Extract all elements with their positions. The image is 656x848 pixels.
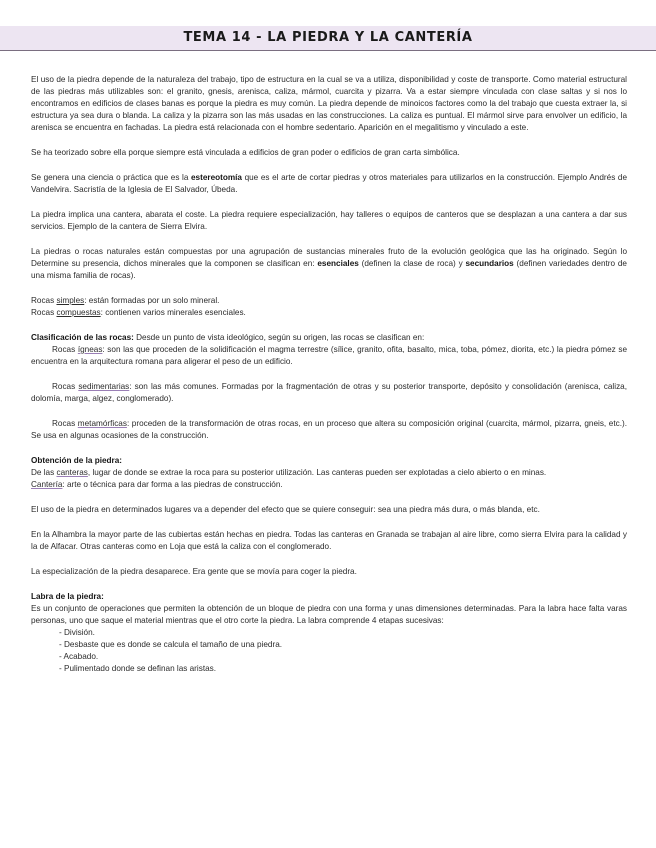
term-simples: simples: [56, 296, 85, 305]
term-metamorficas: metamórficas: [77, 419, 127, 428]
term-canteria: Cantería: [31, 480, 63, 489]
heading-clasificacion: Clasificación de las rocas:: [31, 333, 134, 342]
term-secundarios: secundarios: [465, 259, 514, 268]
paragraph-symbolic: Se ha teorizado sobre ella porque siempre está vinculada a edificios de gran poder o edificios de gran carta simbólica.: [31, 148, 460, 157]
paragraph-classification: Clasificación de las rocas: Desde un punto de vista ideológico, según su origen, las rocas se clasifican en: Rocas ígneas: son las que proceden de la solidificación el magma terrestre (sílice, granito, ofita, basalto, mica, toba, pómez, diorita, etc.) la piedra pómez se encuentra en la arquitectura romana para aligerar el peso de un edificio.: [31, 333, 628, 366]
paragraph-labra: Labra de la piedra: Es un conjunto de operaciones que permiten la obtención de un bloque de piedra con una forma y unas dimensiones determinadas. Para la labra hace falta varas personas, uno que saque el material mientras que el otro corte la piedra. La labra comprende 4 etapas sucesivas:: [31, 592, 627, 625]
list-item: - Acabado.: [59, 652, 99, 661]
labra-stages-list: [31, 627, 627, 675]
heading-obtencion: Obtención de la piedra:: [31, 456, 122, 465]
paragraph-sedimentary: Rocas sedimentarias: son las más comunes. Formadas por la fragmentación de otras y su posterior transporte, depósito y consolidación (arenisca, caliza, dolomía, marga, algez, conglomerado).: [31, 382, 627, 403]
list-item: - Pulimentado donde se definan las aristas.: [59, 664, 217, 673]
term-estereotomia: estereotomía: [191, 173, 242, 182]
paragraph-effect: El uso de la piedra en determinados lugares va a depender del efecto que se quiere conseguir: sea una piedra más dura, o más blanda, etc.: [31, 505, 540, 514]
term-esenciales: esenciales: [317, 259, 359, 268]
paragraph-alhambra: En la Alhambra la mayor parte de las cubiertas están hechas en piedra. Todas las canteras en Granada se trabajan al aire libre, como sierra Elvira para la calidad y la de Alfacar. Otras canteras como en Loja que está la caliza con el conglomerado.: [31, 530, 627, 551]
term-igneas: ígneas: [77, 345, 103, 354]
paragraph-metamorphic: Rocas metamórficas: proceden de la transformación de otras rocas, en un proceso que altera su composición original (cuarcita, mármol, pizarra, gneis, etc.). Se usa en algunas ocasiones de la construcción.: [31, 419, 627, 440]
term-sedimentarias: sedimentarias: [78, 382, 130, 391]
heading-labra: Labra de la piedra:: [31, 592, 104, 601]
paragraph-specialization: La especialización de la piedra desaparece. Era gente que se movía para coger la piedra.: [31, 567, 357, 576]
paragraph-quarry: La piedra implica una cantera, abarata el coste. La piedra requiere especialización, hay talleres o equipos de canteros que se desplazan a una cantera a dar sus servicios. Ejemplo de la cantera de Sierra Elvira.: [31, 210, 627, 231]
paragraph-minerals: La piedras o rocas naturales están compuestas por una agrupación de sustancias minerales fruto de la evolución geológica que las ha originado. Según lo Determine su presencia, dichos minerales que la componen se clasifican en: esenciales (definen la clase de roca) y secundarios (definen variedades dentro de una misma familia de rocas).: [31, 247, 627, 280]
document-body: [31, 74, 627, 675]
list-item: - División.: [59, 628, 95, 637]
list-item: - Desbaste que es donde se calcula el tamaño de una piedra.: [59, 640, 283, 649]
paragraph-stereotomy: Se genera una ciencia o práctica que es la estereotomía que es el arte de cortar piedras y otros materiales para utilizarlos en la construcción. Ejemplo Andrés de Vandelvira. Sacristía de la Iglesia de El Salvador, Úbeda.: [31, 173, 627, 194]
title-bar: [0, 26, 656, 51]
term-canteras: canteras: [56, 468, 88, 477]
paragraph-intro: El uso de la piedra depende de la naturaleza del trabajo, tipo de estructura en la cual se va a utiliza, disponibilidad y coste de transporte. Como material estructural de las piedras más utilizables son: el granito, gnesis, arenisca, caliza, mármol, cuarcita y pizarra. Va a estar siempre vinculada con clase saltas y si nos lo encontramos en edificios de clases banas es porque la piedra es muy común. La piedra depende de minoicos factores como la del trabajo que cuesta extraer la, si estructura ya sea dura o blanda. La caliza y la pizarra son las más usadas en las construcciones. La caliza es puntual. El mármol sirve para envolver un edificio, la arenisca se encuentra en fachadas. La piedra está relacionada con el hombre sedentario. Aparición en el megalitismo y vinculado a este.: [31, 75, 627, 132]
paragraph-simple-compound: Rocas simples: están formadas por un solo mineral. Rocas compuestas: contienen varios minerales esenciales.: [31, 296, 246, 317]
term-compuestas: compuestas: [56, 308, 101, 317]
page-title: TEMA 14 - LA PIEDRA Y LA CANTERÍA: [183, 30, 473, 45]
paragraph-obtaining: Obtención de la piedra: De las canteras, lugar de donde se extrae la roca para su posterior utilización. Las canteras pueden ser explotadas a cielo abierto o en minas. Cantería: arte o técnica para dar forma a las piedras de construcción.: [31, 456, 547, 489]
